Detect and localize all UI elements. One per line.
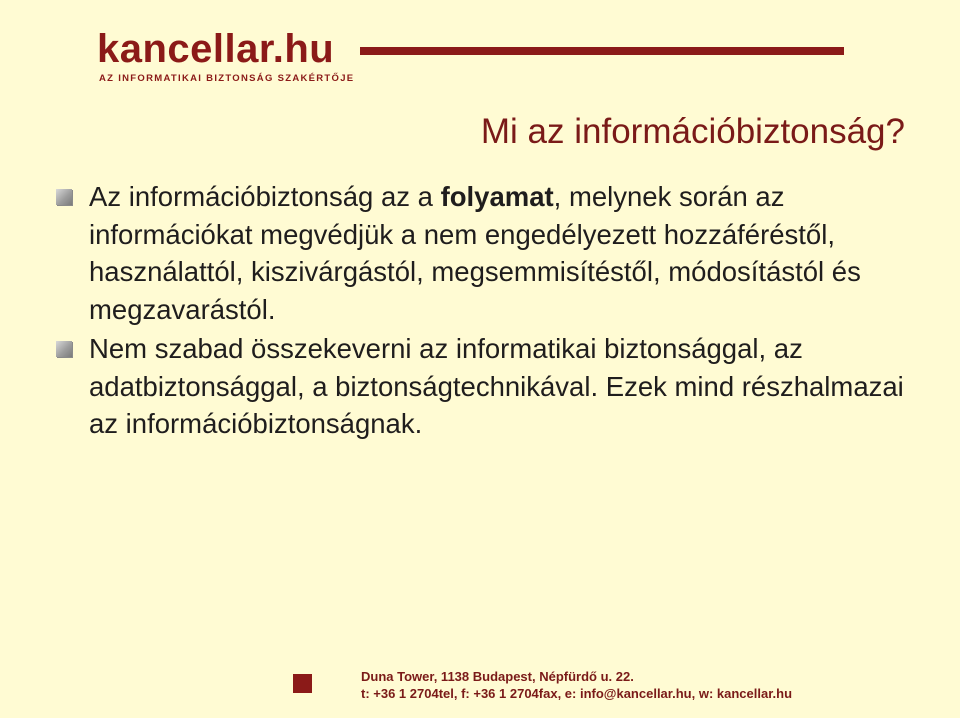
logo xyxy=(97,27,357,84)
bullet-text: Nem szabad összekeverni az informatikai biztonsággal, az adatbiztonsággal, a biztonságtechnikával. Ezek mind részhalmazai az információbiztonságnak. xyxy=(89,333,904,439)
bullet-item xyxy=(56,178,916,328)
square-bullet-icon xyxy=(56,189,72,205)
slide-title: Mi az információbiztonság? xyxy=(480,112,905,151)
bullet-text-end: , melynek során az információkat megvédjük a nem engedélyezett hozzáféréstől, használattól, kiszivárgástól, megsemmisítéstől, módosítástól és megzavarástól. xyxy=(89,181,861,325)
slide-content xyxy=(56,178,916,445)
footer xyxy=(361,668,792,702)
footer-square-icon xyxy=(293,674,312,693)
bullet-bold-term: folyamat xyxy=(440,181,554,212)
bullet-item xyxy=(56,330,916,443)
footer-contact: t: +36 1 2704tel, f: +36 1 2704fax, e: info@kancellar.hu, w: kancellar.hu xyxy=(361,686,793,701)
footer-address: Duna Tower, 1138 Budapest, Népfürdő u. 22. xyxy=(361,669,634,684)
logo-title: kancellar.hu xyxy=(97,27,335,71)
logo-tagline: AZ INFORMATIKAI BIZTONSÁG SZAKÉRTŐJE xyxy=(99,73,355,84)
bullet-text-start: Az információbiztonság az a xyxy=(89,181,441,212)
header-bar xyxy=(360,47,844,55)
square-bullet-icon xyxy=(56,341,72,357)
